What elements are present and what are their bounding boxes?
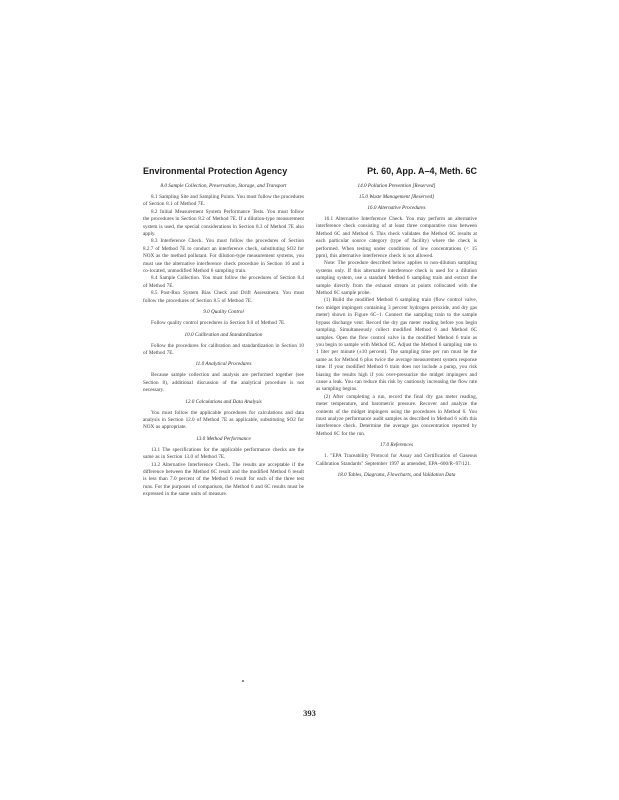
cfr-citation: Pt. 60, App. A–4, Meth. 6C (367, 166, 477, 176)
body-paragraph: 8.3 Interference Check. You must follow the procedures of Section 8.2.7 of Method 7E to conduct an interference check, substituting SO2 for NOX as the method pollutant. For dilution-type measurement systems, you must use the alternative interference check procedure in Section 16 and a co-located, unmodified Method 6 sampling train. (143, 238, 304, 275)
body-paragraph: Follow the procedures for calibration and standardization in Section 10 of Method 7E. (143, 342, 304, 356)
body-paragraph: 13.2 Alternative Interference Check. The results are acceptable if the difference between the Method 6C result and the modified Method 6 result is less than 7.0 percent of the Method 6 result for each of the three test runs. For the purposes of comparison, the Method 6 and 6C results must be expressed in the same units of measure. (143, 461, 304, 498)
page-number: 393 (303, 708, 316, 718)
body-paragraph: Note: The procedure described below applies to non-dilution sampling systems only. If this alternative interference check is used for a dilution sampling system, use a standard Method 6 sampling train and extract the sample directly from the exhaust stream at points collocated with the Method 6C sample probe. (316, 260, 477, 297)
left-text-column (143, 183, 304, 499)
body-paragraph: Follow quality control procedures in Section 9.0 of Method 7E. (151, 320, 286, 327)
right-text-column (316, 183, 477, 483)
section-heading: 13.0 Method Performance (196, 435, 251, 442)
agency-name: Environmental Protection Agency (143, 166, 288, 176)
body-paragraph: 8.4 Sample Collection. You must follow the procedures of Section 8.4 of Method 7E. (143, 275, 304, 289)
body-paragraph: 8.1 Sampling Site and Sampling Points. You must follow the procedures of Section 8.1 of Method 7E. (143, 194, 305, 208)
section-heading: 16.0 Alternative Procedures (367, 205, 426, 211)
running-header (143, 166, 477, 178)
section-heading: 9.0 Quality Control (203, 309, 244, 316)
body-paragraph: 16.1 Alternative Interference Check. You may perform an alternative interference check consisting of at least three comparative runs between Method 6C and Method 6. This check validates the Method 6C results at each particular source category (type of facility) where the check is performed. When testing under conditions of low concentrations (< 15 ppm), this alternative interference check is not allowed. (316, 216, 477, 260)
section-heading: 12.0 Calculations and Data Analysis (185, 398, 262, 405)
section-heading: 14.0 Pollution Prevention [Reserved] (357, 183, 436, 189)
section-heading: 17.0 References (380, 442, 413, 449)
scan-speck (242, 680, 244, 682)
section-heading: 8.0 Sample Collection, Preservation, Storage, and Transport (160, 183, 287, 189)
body-paragraph: 8.5 Post-Run System Bias Check and Drift Assessment. You must follow the procedures of Section 8.5 of Method 7E. (143, 290, 304, 304)
body-paragraph: 13.1 The specifications for the applicable performance checks are the same as in Section 13.0 of Method 7E. (143, 446, 304, 461)
section-heading: 11.0 Analytical Procedures (195, 361, 252, 368)
body-paragraph: (1) Build the modified Method 6 sampling train (flow control valve, two midget impingers containing 3 percent hydrogen peroxide, and dry gas meter) shown in Figure 6C–1. Connect the sampling train to the sample bypass discharge vent. Record the dry gas meter reading before you begin sampling. Simultaneously collect modified Method 6 and Method 6C samples. Open the flow control valve in the modified Method 6 train as you begin to sample with Method 6C. Adjust the Method 6 sampling rate to 1 liter per minute (±10 percent). The sampling time per run must be the same as for Method 6 plus twice the average measurement system response time. If your modified Method 6 train does not include a pump, you risk biasing the results high if you over-pressurize the midget impingers and cause a leak. You can reduce this risk by cautiously increasing the flow rate as sampling begins. (316, 297, 477, 393)
body-paragraph: 1. "EPA Traceability Protocol for Assay and Certification of Gaseous Calibration Standards" September 1997 as amended, EPA–600/R–97/121. (316, 453, 477, 467)
section-heading: 15.0 Waste Management [Reserved] (358, 194, 435, 200)
body-paragraph: Because sample collection and analysis are performed together (see Section 8), additional discussion of the analytical procedure is not necessary. (143, 372, 304, 394)
body-paragraph: You must follow the applicable procedures for calculations and data analysis in Section 12.0 of Method 7E as applicable, substituting SO2 for NOX as appropriate. (143, 409, 304, 431)
body-paragraph: (2) After completing a run, record the final dry gas meter reading, meter temperature, and barometric pressure. Recover and analyze the contents of the midget impingers using the procedures in Method 6. You must analyze performance audit samples as described in Method 6 with this interference check. Determine the average gas concentration reported by Method 6C for the run. (316, 393, 477, 437)
body-paragraph: 8.2 Initial Measurement System Performance Tests. You must follow the procedures in Section 8.2 of Method 7E. If a dilution-type measurement system is used, the special considerations in Section 8.3 of Method 7E also apply. (143, 208, 304, 238)
section-heading: 18.0 Tables, Diagrams, Flowcharts, and Validation Data (337, 472, 456, 478)
section-heading: 10.0 Calibration and Standardization (184, 331, 263, 338)
